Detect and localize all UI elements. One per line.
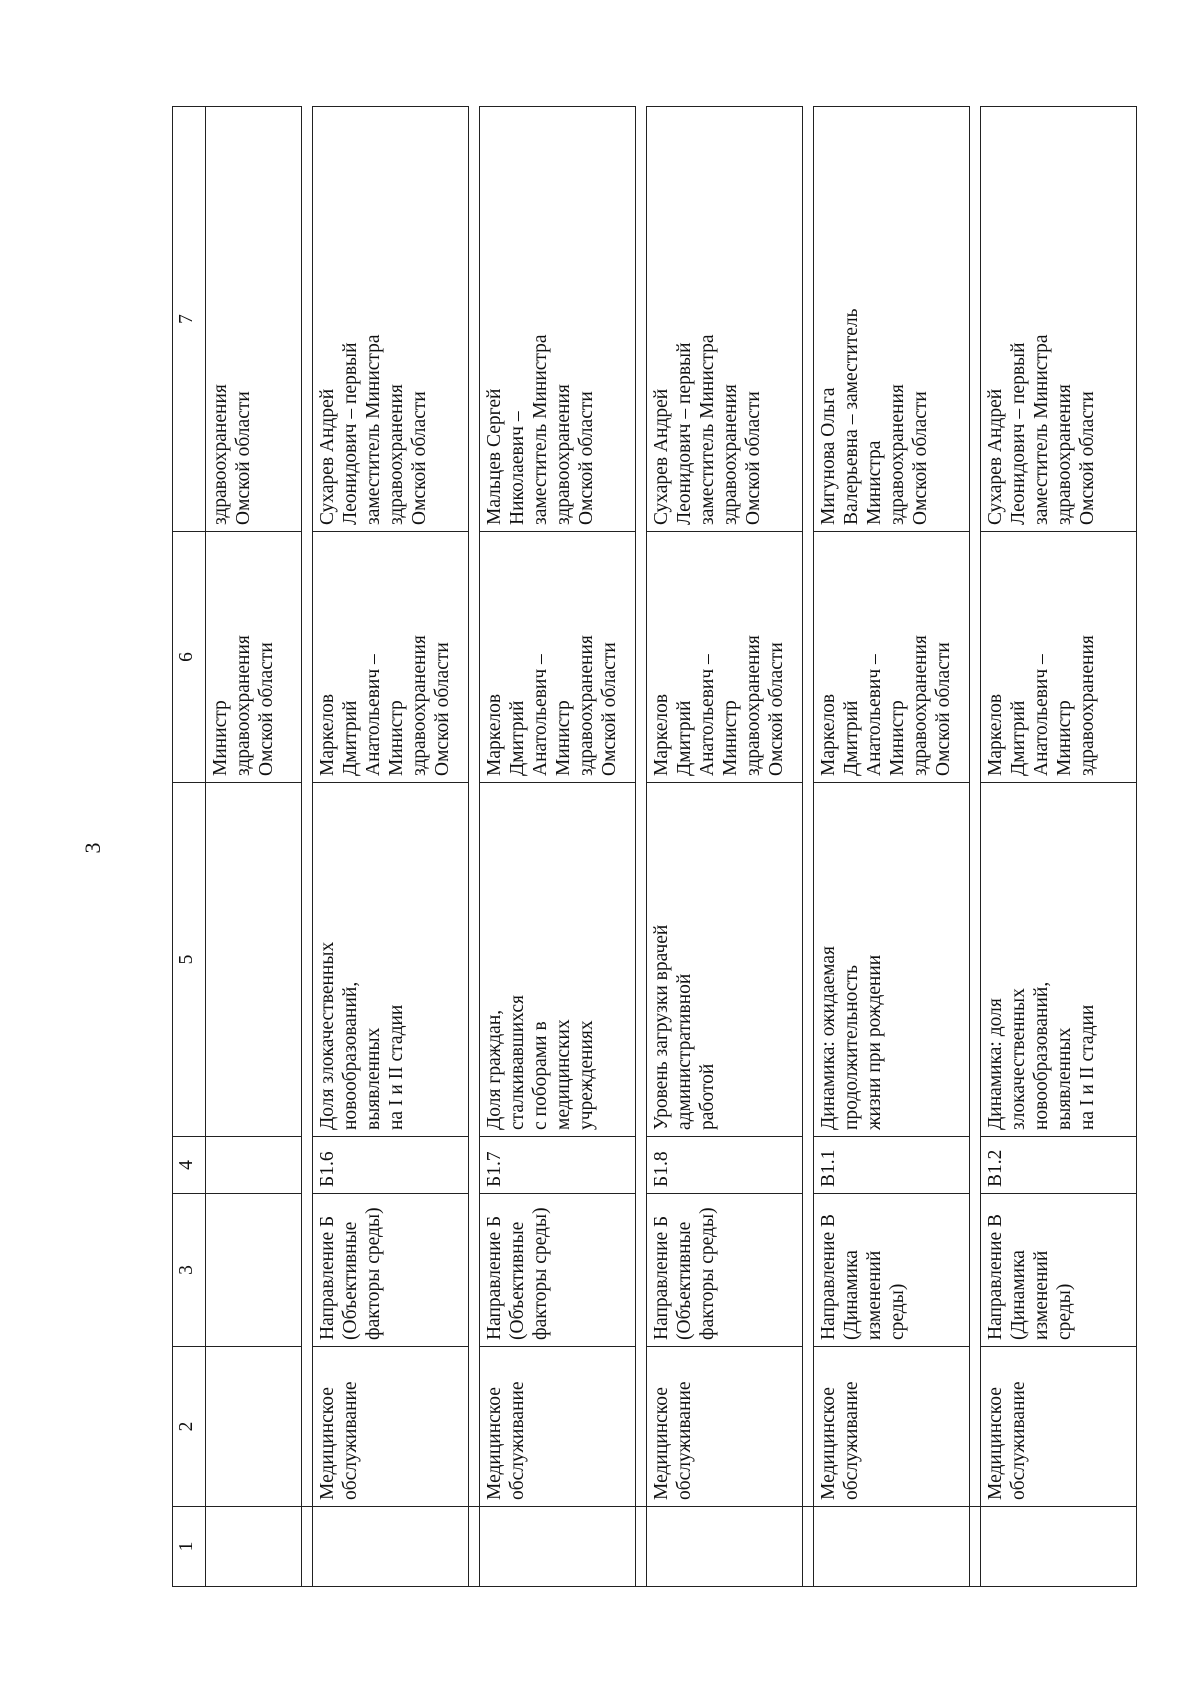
table-row (981, 107, 1137, 1587)
cell-sphere: Медицинское обслуживание (981, 1347, 1137, 1507)
table-row (480, 107, 636, 1587)
header-col-2: 2 (173, 1347, 206, 1507)
cell-responsible: Маркелов Дмитрий Анатольевич – Министр здравоохранения Омской области (480, 532, 636, 783)
cell-indicator: Уровень загрузки врачей административной работой (647, 783, 803, 1137)
cell-executor: здравоохранения Омской области (206, 107, 302, 532)
cell-direction: Направление Б (Объективные факторы среды) (647, 1194, 803, 1347)
cell-code: В1.1 (814, 1137, 970, 1194)
header-col-4: 4 (173, 1137, 206, 1194)
header-col-6: 6 (173, 532, 206, 783)
table-row-continuation (206, 107, 302, 1587)
cell-executor: Сухарев Андрей Леонидович – первый заместитель Министра здравоохранения Омской области (981, 107, 1137, 532)
header-col-7: 7 (173, 107, 206, 532)
cell-col-3 (206, 1194, 302, 1347)
cell-sphere: Медицинское обслуживание (313, 1347, 469, 1507)
cell-code: Б1.7 (480, 1137, 636, 1194)
header-row (173, 107, 206, 1587)
indicators-table (172, 106, 1137, 1587)
cell-responsible: Маркелов Дмитрий Анатольевич – Министр здравоохранения (981, 532, 1137, 783)
row-separator (302, 107, 313, 1587)
row-separator (803, 107, 814, 1587)
cell-executor: Сухарев Андрей Леонидович – первый заместитель Министра здравоохранения Омской области (647, 107, 803, 532)
cell-responsible: Маркелов Дмитрий Анатольевич – Министр здравоохранения Омской области (647, 532, 803, 783)
cell-direction: Направление Б (Объективные факторы среды) (480, 1194, 636, 1347)
cell-col-2 (206, 1347, 302, 1507)
row-separator (970, 107, 981, 1587)
table-row (647, 107, 803, 1587)
cell-sphere: Медицинское обслуживание (814, 1347, 970, 1507)
cell-direction: Направление В (Динамика изменений среды) (981, 1194, 1137, 1347)
cell-col-4 (206, 1137, 302, 1194)
cell-executor: Мигунова Ольга Валерьевна – заместитель Министра здравоохранения Омской области (814, 107, 970, 532)
cell-col-1 (313, 1507, 469, 1587)
cell-indicator: Динамика: доля злокачественных новообразований, выявленных на I и II стадии (981, 783, 1137, 1137)
cell-indicator: Динамика: ожидаемая продолжительность жизни при рождении (814, 783, 970, 1137)
header-col-5: 5 (173, 783, 206, 1137)
table-row (814, 107, 970, 1587)
cell-executor: Мальцев Сергей Николаевич – заместитель Министра здравоохранения Омской области (480, 107, 636, 532)
row-separator (469, 107, 480, 1587)
cell-direction: Направление В (Динамика изменений среды) (814, 1194, 970, 1347)
row-separator (636, 107, 647, 1587)
cell-direction: Направление Б (Объективные факторы среды) (313, 1194, 469, 1347)
cell-indicator: Доля граждан, сталкивавшихся с поборами в медицинских учреждениях (480, 783, 636, 1137)
cell-col-1 (480, 1507, 636, 1587)
cell-responsible: Маркелов Дмитрий Анатольевич – Министр здравоохранения Омской области (814, 532, 970, 783)
table-row (313, 107, 469, 1587)
page-number: 3 (80, 842, 105, 854)
header-col-3: 3 (173, 1194, 206, 1347)
header-col-1: 1 (173, 1507, 206, 1587)
cell-responsible: Маркелов Дмитрий Анатольевич – Министр здравоохранения Омской области (313, 532, 469, 783)
cell-code: В1.2 (981, 1137, 1137, 1194)
cell-sphere: Медицинское обслуживание (480, 1347, 636, 1507)
cell-indicator: Доля злокачественных новообразований, выявленных на I и II стадии (313, 783, 469, 1137)
cell-col-1 (647, 1507, 803, 1587)
cell-responsible: Министр здравоохранения Омской области (206, 532, 302, 783)
cell-col-1 (814, 1507, 970, 1587)
cell-code: Б1.8 (647, 1137, 803, 1194)
cell-sphere: Медицинское обслуживание (647, 1347, 803, 1507)
cell-code: Б1.6 (313, 1137, 469, 1194)
cell-col-1 (206, 1507, 302, 1587)
cell-executor: Сухарев Андрей Леонидович – первый заместитель Министра здравоохранения Омской области (313, 107, 469, 532)
cell-col-5 (206, 783, 302, 1137)
cell-col-1 (981, 1507, 1137, 1587)
rotated-table-container (172, 107, 1098, 1587)
